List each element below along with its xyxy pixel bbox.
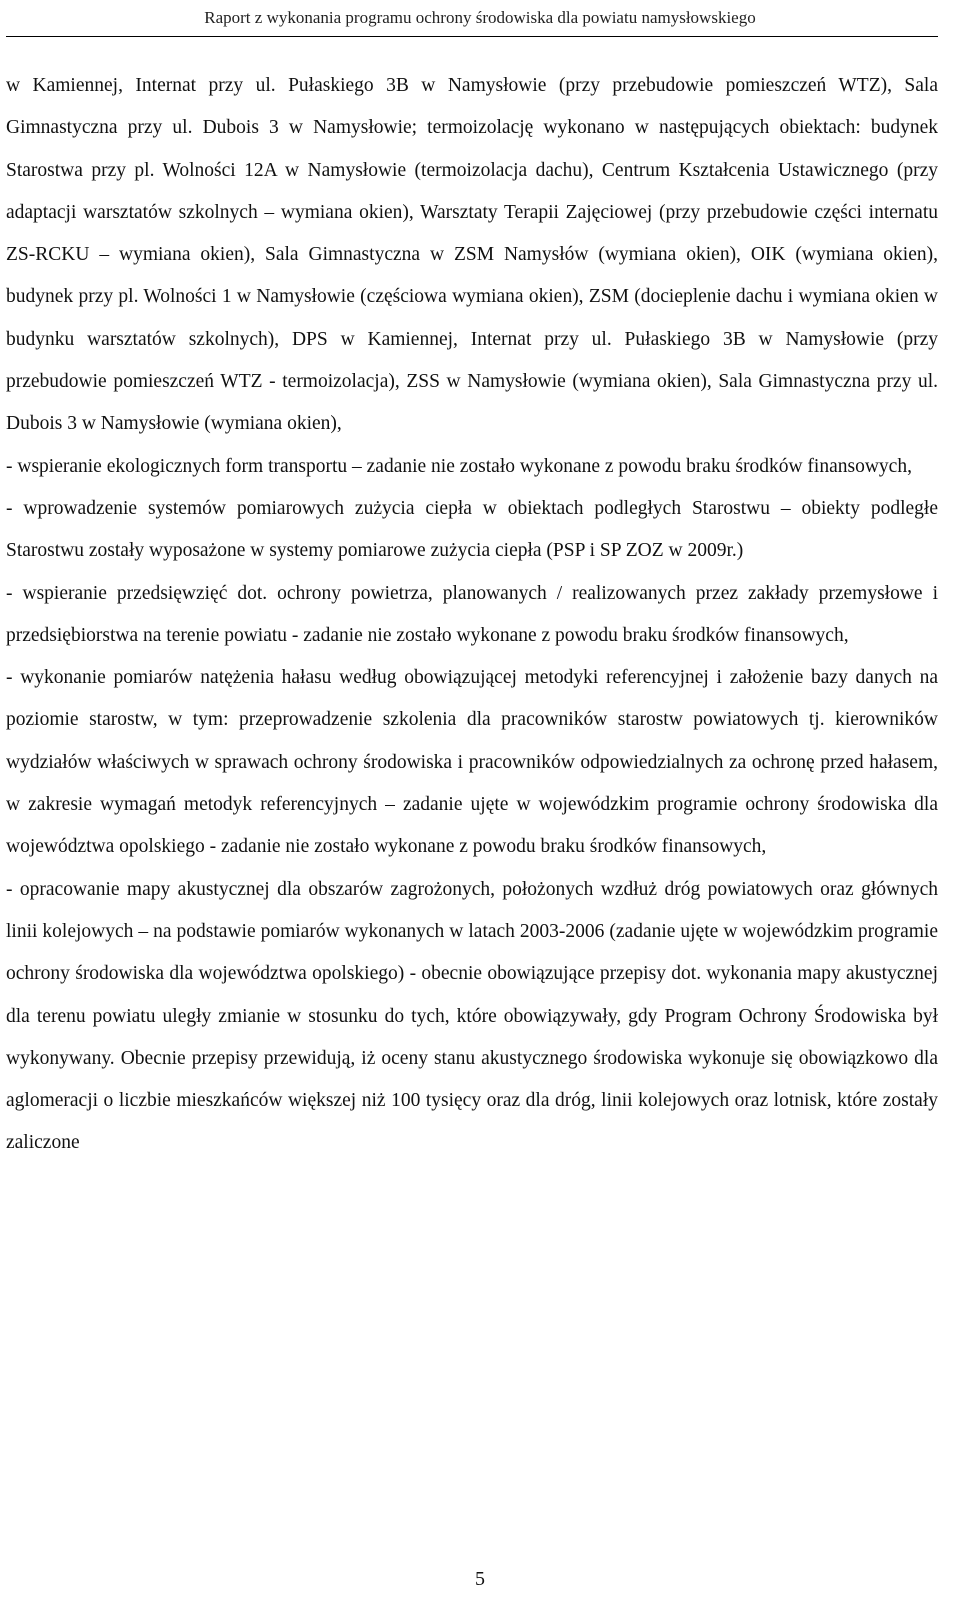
paragraph-acoustic-map: - opracowanie mapy akustycznej dla obszarów zagrożonych, położonych wzdłuż dróg powiatowych oraz głównych linii kolejowych – na podstawie pomiarów wykonanych w latach 2003-2006 (zadanie ujęte w wojewódzkim programie ochrony środowiska dla województwa opolskiego) - obecnie obowiązujące przepisy dot. wykonania mapy akustycznej dla terenu powiatu uległy zmianie w stosunku do tych, które obowiązywały, gdy Program Ochrony Środowiska był wykonywany. Obecnie przepisy przewidują, iż oceny stanu akustycznego środowiska wykonuje się obowiązkowo dla aglomeracji o liczbie mieszkańców większej niż 100 tysięcy oraz dla dróg, linii kolejowych oraz lotnisk, które zostały zaliczone bbox=[6, 878, 938, 1154]
document-body bbox=[6, 65, 938, 1165]
paragraph-noise-measurement: - wykonanie pomiarów natężenia hałasu według obowiązującej metodyki referencyjnej i założenie bazy danych na poziomie starostw, w tym: przeprowadzenie szkolenia dla pracowników starostw powiatowych tj. kierowników wydziałów właściwych w sprawach ochrony środowiska i pracowników odpowiedzialnych za ochronę przed hałasem, w zakresie wymagań metodyk referencyjnych – zadanie ujęte w wojewódzkim programie ochrony środowiska dla województwa opolskiego - zadanie nie zostało wykonane z powodu braku środków finansowych, bbox=[6, 667, 938, 858]
paragraph-heat-metering: - wprowadzenie systemów pomiarowych zużycia ciepła w obiektach podległych Starostwu – obiekty podległe Starostwu zostały wyposażone w systemy pomiarowe zużycia ciepła (PSP i SP ZOZ w 2009r.) bbox=[6, 497, 938, 562]
header-divider bbox=[6, 36, 938, 37]
header-title: Raport z wykonania programu ochrony środowiska dla powiatu namysłowskiego bbox=[204, 8, 756, 27]
paragraph-transport: - wspieranie ekologicznych form transportu – zadanie nie zostało wykonane z powodu braku środków finansowych, bbox=[6, 455, 912, 477]
page-header bbox=[0, 0, 960, 36]
paragraph-air-protection: - wspieranie przedsięwzięć dot. ochrony powietrza, planowanych / realizowanych przez zakłady przemysłowe i przedsiębiorstwa na terenie powiatu - zadanie nie zostało wykonane z powodu braku środków finansowych, bbox=[6, 582, 938, 646]
paragraph-continuation: w Kamiennej, Internat przy ul. Pułaskiego 3B w Namysłowie (przy przebudowie pomieszczeń WTZ), Sala Gimnastyczna przy ul. Dubois 3 w Namysłowie; termoizolację wykonano w następujących obiektach: budynek Starostwa przy pl. Wolności 12A w Namysłowie (termoizolacja dachu), Centrum Kształcenia Ustawicznego (przy adaptacji warsztatów szkolnych – wymiana okien), Warsztaty Terapii Zajęciowej (przy przebudowie części internatu ZS-RCKU – wymiana okien), Sala Gimnastyczna w ZSM Namysłów (wymiana okien), OIK (wymiana okien), budynek przy pl. Wolności 1 w Namysłowie (częściowa wymiana okien), ZSM (docieplenie dachu i wymiana okien w budynku warsztatów szkolnych), DPS w Kamiennej, Internat przy ul. Pułaskiego 3B w Namysłowie (przy przebudowie pomieszczeń WTZ - termoizolacja), ZSS w Namysłowie (wymiana okien), Sala Gimnastyczna przy ul. Dubois 3 w Namysłowie (wymiana okien), bbox=[6, 75, 938, 435]
page-number: 5 bbox=[475, 1568, 485, 1590]
